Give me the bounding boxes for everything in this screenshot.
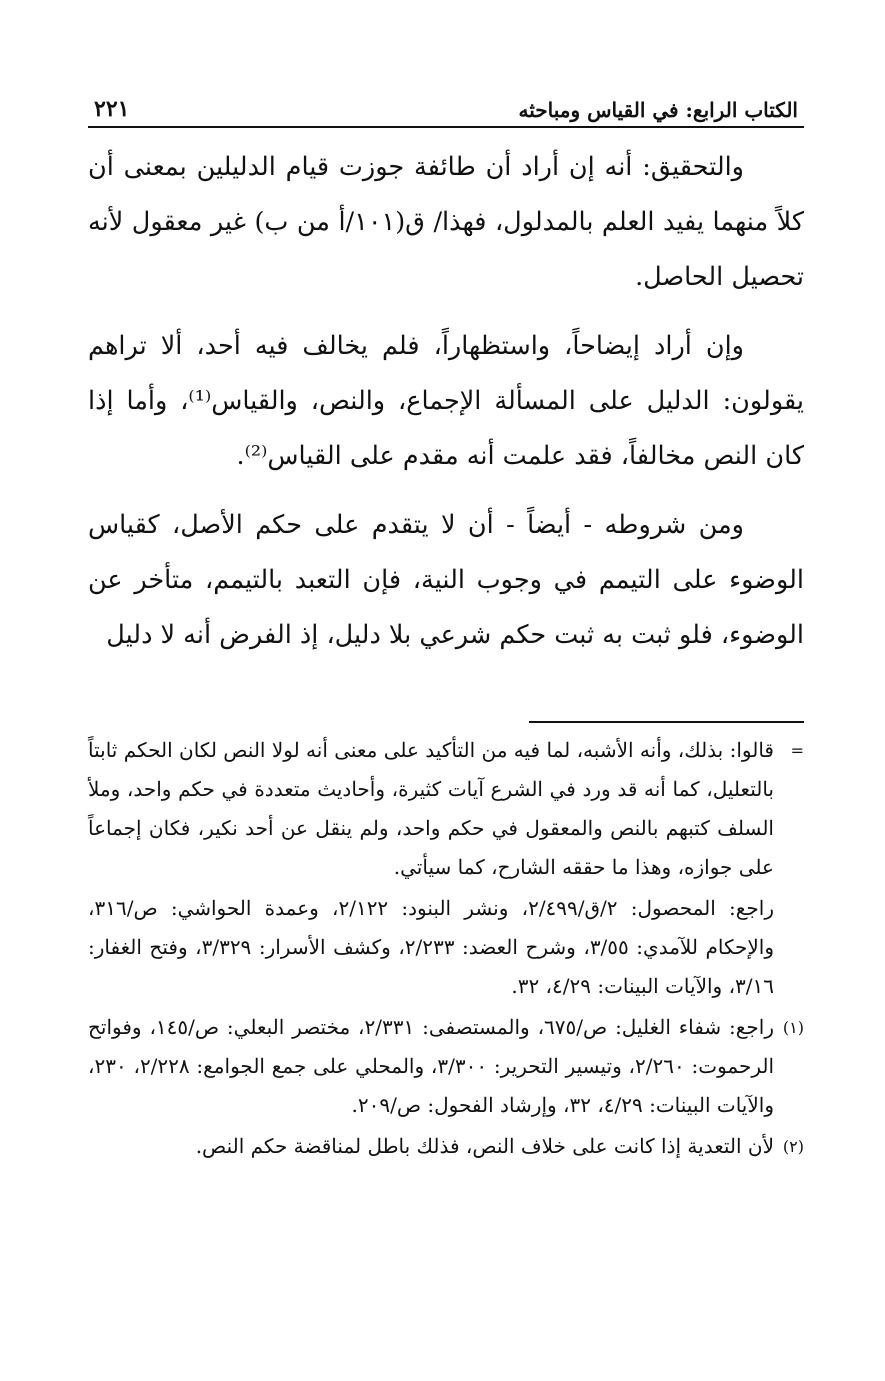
running-header: [88, 88, 804, 128]
footnote-text: لأن التعدية إذا كانت على خلاف النص، فذلك باطل لمناقضة حكم النص.: [195, 1134, 774, 1158]
footnote-1: [88, 1008, 804, 1125]
footnote-divider: [529, 721, 804, 723]
footnote-text: راجع: شفاء الغليل: ص/٦٧٥، والمستصفى: ٢/٣٣١، مختصر البعلي: ص/١٤٥، وفواتح الرحموت: ٢/٢٦٠، وتيسير التحرير: ٣/٣٠٠، والمحلي على جمع الجوامع: ٢/٢٢٨، ٢٣٠، والآيات البينات: ٤/٢٩، ٣٢، وإرشاد الفحول: ص/٢٠٩.: [88, 1015, 775, 1117]
paragraph: ومن شروطه - أيضاً - أن لا يتقدم على حكم الأصل، كقياس الوضوء على التيمم في وجوب النية، فإن التعبد بالتيمم، متأخر عن الوضوء، فلو ثبت به ثبت حكم شرعي بلا دليل، إذ الفرض أنه لا دليل: [88, 510, 804, 650]
footnote-references: [88, 889, 804, 1006]
footnote-2: [88, 1127, 804, 1166]
main-text: [88, 140, 804, 663]
footnote-continued: [88, 731, 804, 887]
footnote-marker: (٢): [782, 1137, 804, 1156]
paragraph: وإن أراد إيضاحاً، واستظهاراً، فلم يخالف فيه أحد، ألا تراهم يقولون: الدليل على المسألة الإجماع، والنص، والقياس⁽¹⁾، وأما إذا كان النص مخالفاً، فقد علمت أنه مقدم على القياس⁽²⁾.: [88, 331, 804, 471]
footnote-marker: (١): [782, 1018, 804, 1037]
footnote-text: قالوا: بذلك، وأنه الأشبه، لما فيه من التأكيد على معنى أنه لولا النص لكان الحكم ثابتاً بالتعليل، كما أنه قد ورد في الشرع آيات كثيرة، وأحاديث متعددة في حكم واحد، وملأ السلف كتبهم بالنص والمعقول في حكم واحد، ولم ينقل عن أحد نكير، فكان إجماعاً على جوازه، وهذا ما حققه الشارح، كما سيأتي.: [88, 738, 774, 879]
header-title: الكتاب الرابع: في القياس ومباحثه: [518, 98, 798, 122]
page-number: ٢٢١: [94, 96, 130, 122]
footnote-text: راجع: المحصول: ٢/ق/٢/٤٩٩، ونشر البنود: ٢/١٢٢، وعمدة الحواشي: ص/٣١٦، والإحكام للآمدي: ٣/٥٥، وشرح العضد: ٢/٢٣٣، وكشف الأسرار: ٣/٣٢٩، وفتح الغفار: ٣/١٦، والآيات البينات: ٤/٢٩، ٣٢.: [88, 896, 774, 998]
book-page: [88, 88, 804, 1166]
footnote-marker: =: [790, 741, 804, 760]
paragraph: والتحقيق: أنه إن أراد أن طائفة جوزت قيام الدليلين بمعنى أن كلاً منهما يفيد العلم بالمدلول، فهذا/ ق(١٠١/أ من ب) غير معقول لأنه تحصيل الحاصل.: [88, 152, 805, 292]
footnotes: [88, 731, 804, 1166]
